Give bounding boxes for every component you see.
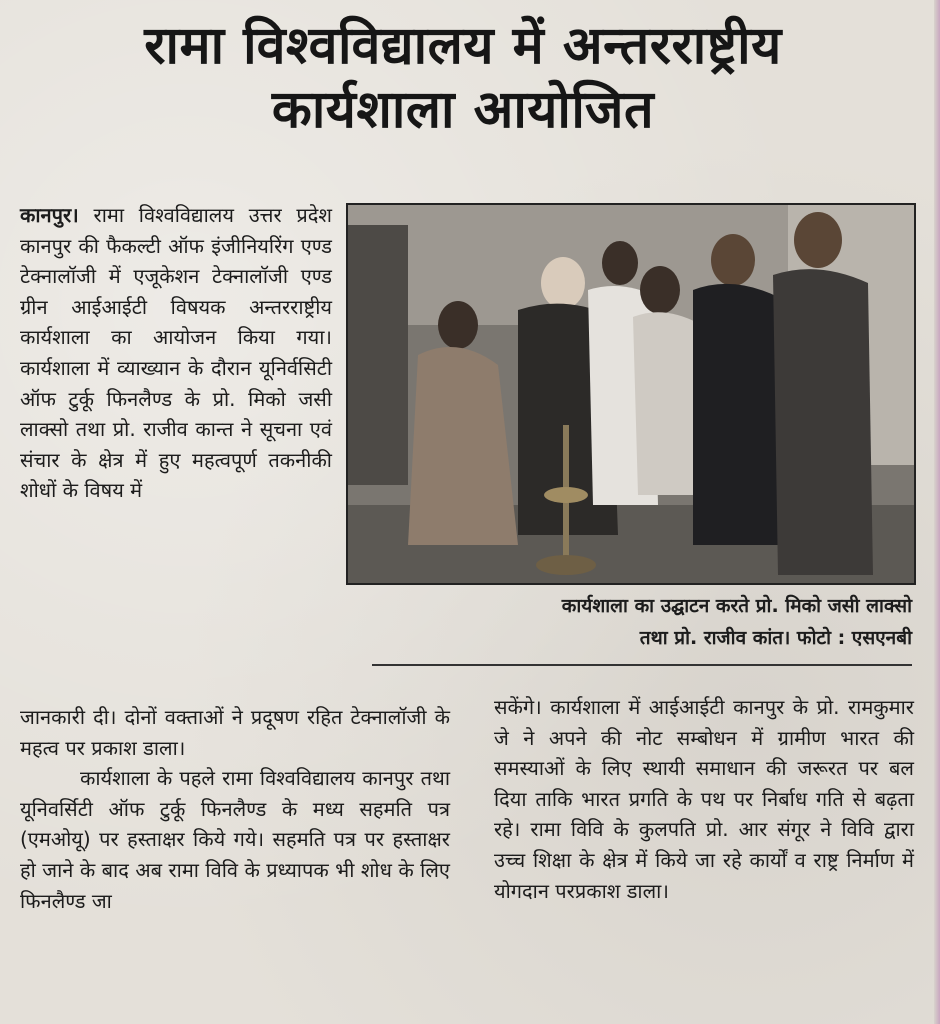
article-column-bottom-left xyxy=(20,702,450,916)
headline-line-2: कार्यशाला आयोजित xyxy=(271,80,655,140)
article-paragraph-1-continued: जानकारी दी। दोनों वक्ताओं ने प्रदूषण रहित टेक्नालॉजी के महत्व पर प्रकाश डाला। xyxy=(20,705,450,760)
article-column-left xyxy=(20,200,332,506)
news-photo xyxy=(346,203,916,585)
caption-line-2: तथा प्रो. राजीव कांत। फोटो : एसएनबी xyxy=(639,627,912,649)
article-paragraph-2: कार्यशाला के पहले रामा विश्वविद्यालय कानपुर तथा यूनिवर्सिटी ऑफ टुर्कू फिनलैण्ड के मध्य सहमति पत्र (एमओयू) पर हस्ताक्षर किये गये। सहमति पत्र पर हस्ताक्षर हो जाने के बाद अब रामा विवि के प्रध्यापक भी शोध के लिए फिनलैण्ड जा xyxy=(20,766,450,913)
article-paragraph-1: रामा विश्वविद्यालय उत्तर प्रदेश कानपुर की फैकल्टी ऑफ इंजीनियरिंग एण्ड टेक्नालॉजी में एजूकेशन टेक्नालॉजी एण्ड ग्रीन आईआईटी विषयक अन्तरराष्ट्रीय कार्यशाला का आयोजन किया गया। कार्यशाला में व्याख्यान के दौरान यूनिर्वसिटी ऑफ टुर्कू फिनलैण्ड के प्रो. मिको जसी लाक्सो तथा प्रो. राजीव कान्त ने सूचना एवं संचार के क्षेत्र में हुए महत्वपूर्ण तकनीकी शोधों के विषय में xyxy=(20,203,333,503)
article-paragraph-2-continued: सकेंगे। कार्यशाला में आईआईटी कानपुर के प्रो. रामकुमार जे ने अपने की नोट सम्बोधन में ग्रामीण भारत की समस्याओं के लिए स्थायी समाधान की जरूरत पर बल दिया ताकि भारत प्रगति के पथ पर निर्बाध गति से बढ़ता रहे। रामा विवि के कुलपति प्रो. आर संगूर ने विवि द्वारा उच्च शिक्षा के क्षेत्र में किये जा रहे कार्यों व राष्ट्र निर्माण में योगदान परप्रकाश डाला। xyxy=(494,695,914,903)
headline-line-1: रामा विश्वविद्यालय में अन्तरराष्ट्रीय xyxy=(144,16,782,76)
divider-rule xyxy=(372,664,912,666)
photo-illustration xyxy=(348,205,914,583)
photo-caption xyxy=(340,590,912,654)
headline xyxy=(18,14,908,142)
page-edge xyxy=(934,0,940,1024)
dateline: कानपुर। xyxy=(20,203,79,227)
article-column-bottom-right xyxy=(494,692,914,906)
caption-line-1: कार्यशाला का उद्घाटन करते प्रो. मिको जसी लाक्सो xyxy=(561,595,912,617)
